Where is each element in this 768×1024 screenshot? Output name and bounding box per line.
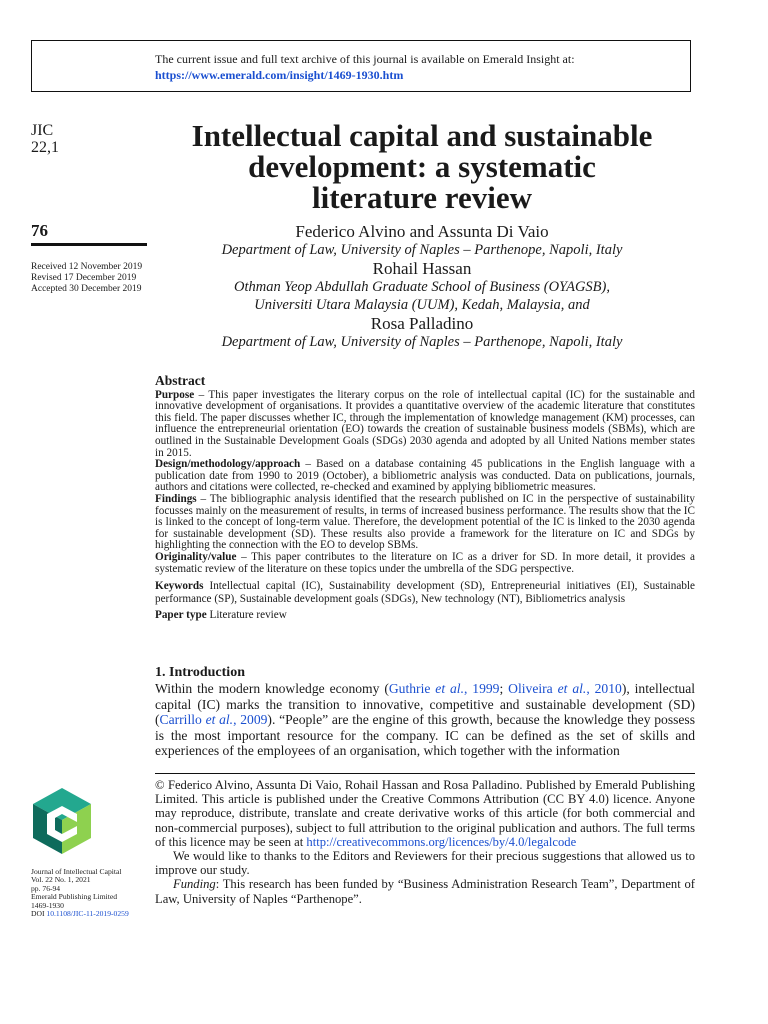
- purpose-label: Purpose: [155, 388, 195, 401]
- license-text: © Federico Alvino, Assunta Di Vaio, Rohail Hassan and Rosa Palladino. Published by Emerald Publishing Limited. This article is published under the Creative Commons Attribution (CC BY 4.0) licence. Anyone may reproduce, distribute, translate and create derivative works of this article (for both commercial and non-commercial purposes), subject to full attribution to the original publication and authors. The full terms of this licence may be seen at: [155, 778, 695, 849]
- citation-year: , 1999: [463, 681, 500, 696]
- body-text: ;: [499, 681, 509, 696]
- author-name: Federico Alvino and Assunta Di Vaio: [295, 222, 549, 241]
- citation-link-oliveira[interactable]: [508, 681, 622, 696]
- author-name: Rohail Hassan: [372, 259, 472, 278]
- introduction-section: [155, 664, 695, 759]
- author-affiliation: Universiti Utara Malaysia (UUM), Kedah, Malaysia, and: [254, 297, 590, 313]
- journal-availability-box: [31, 40, 691, 92]
- funding-text: : This research has been funded by “Business Administration Research Team”, Department of Law, University of Naples “Parthenope”.: [155, 877, 695, 906]
- citation-link-guthrie[interactable]: [389, 681, 500, 696]
- abstract-section: [155, 375, 695, 622]
- journal-publisher: Emerald Publishing Limited: [31, 892, 118, 902]
- journal-issn: 1469-1930: [31, 900, 64, 910]
- citation-link-carrillo[interactable]: [160, 712, 268, 727]
- body-text: Within the modern knowledge economy (: [155, 681, 389, 696]
- citation-etal: et al.: [205, 712, 234, 727]
- citation-etal: et al.: [557, 681, 587, 696]
- intro-paragraph: [155, 681, 695, 759]
- author-name: Rosa Palladino: [370, 314, 474, 333]
- abstract-originality: [155, 552, 695, 575]
- paper-type-text: Literature review: [206, 609, 287, 622]
- margin-rule: [31, 243, 147, 246]
- abstract-design: [155, 459, 695, 494]
- paper-type: [155, 610, 695, 622]
- findings-text: – The bibliographic analysis identified that the research published on IC in the perspective of sustainability focusses mainly on the measurement of results, in terms of increased business performance. The results show that the IC is linked to the concept of long-term value. Therefore, the development potential of the IC is linked to the 2030 agenda for sustainable development (SD). These results also provide a framework for the literature on IC and SDGs by highlighting the connection with the EO to develop SBMs.: [155, 492, 695, 552]
- page-number: 76: [31, 221, 48, 240]
- journal-vol: Vol. 22 No. 1, 2021: [31, 875, 91, 885]
- body-text: ). “People” are the engine of this growth, because the knowledge they possess is the most important resource for the company. IC can be defined as the set of skills and experiences of the employees of an organisation, which together with the information: [155, 712, 696, 758]
- section-heading: 1. Introduction: [155, 665, 245, 680]
- citation-year: , 2009: [233, 712, 268, 727]
- design-text: – Based on a database containing 45 publications in the English language with a publication date from 1990 to 2019 (October), a bibliometric analysis was conducted. Data on publications, journals, authors and citations were collected, re-checked and examined by applying bibliometric measures.: [155, 458, 695, 494]
- acknowledgement: We would like to thanks to the Editors and Reviewers for their precious suggestions that allowed us to improve our study.: [155, 849, 695, 878]
- author-block: [150, 222, 694, 351]
- design-label: Design/methodology/approach: [155, 458, 301, 471]
- funding-note: [155, 877, 695, 905]
- author-affiliation: Department of Law, University of Naples – Parthenope, Napoli, Italy: [221, 242, 623, 258]
- journal-url-link[interactable]: https://www.emerald.com/insight/1469-1930.htm: [155, 68, 404, 82]
- journal-info: [31, 868, 129, 918]
- history-dates: [31, 262, 142, 295]
- purpose-text: – This paper investigates the literary corpus on the role of intellectual capital (IC) for the sustainable and innovative development of organisations. It provides a quantitative overview of the academic literature that constitutes this field. The paper discusses whether IC, through the implementation of knowledge management (KM) processes, can influence the entrepreneurial orientation (EO) towards the creation of sustainable business models (SBMs), which are outlined in the Sustainable Development Goals (SDGs) 2030 agenda and adopted by all United Nations member states in 2015.: [155, 388, 695, 459]
- journal-volume: [31, 122, 59, 156]
- funding-label: Funding: [173, 877, 216, 892]
- footnote-rule: [155, 773, 695, 774]
- journal-abbrev: JIC: [31, 122, 54, 139]
- citation-author: Carrillo: [159, 712, 206, 727]
- footnote-section: [155, 778, 695, 906]
- emerald-open-access-logo: [31, 786, 93, 856]
- volume-issue: 22,1: [31, 139, 59, 156]
- findings-label: Findings: [155, 492, 197, 505]
- body-text: ), intellectual capital (IC) marks the transition to innovative, competitive and sustainable development (SD) (: [155, 681, 696, 727]
- citation-author: Guthrie: [388, 681, 436, 696]
- title-line: development: a systematic: [248, 149, 596, 184]
- revised-date: Revised 17 December 2019: [31, 273, 137, 283]
- citation-etal: et al.: [435, 681, 464, 696]
- title-line: literature review: [311, 180, 533, 215]
- doi-label: DOI: [31, 909, 47, 919]
- article-title: [150, 120, 694, 213]
- received-date: Received 12 November 2019: [31, 262, 143, 272]
- journal-doi: [31, 910, 129, 918]
- keywords-label: Keywords: [155, 580, 204, 593]
- keywords: [155, 580, 695, 606]
- journal-name: Journal of Intellectual Capital: [31, 867, 122, 876]
- title-line: Intellectual capital and sustainable: [191, 118, 653, 153]
- abstract-purpose: [155, 390, 695, 460]
- author-affiliation: Othman Yeop Abdullah Graduate School of Business (OYAGSB),: [234, 279, 610, 295]
- originality-text: – This paper contributes to the literature on IC as a driver for SD. In more detail, it provides a systematic review of the literature on these topics under the umbrella of the SDG perspective.: [155, 550, 695, 575]
- availability-text: The current issue and full text archive of this journal is available on Emerald Insight at:: [155, 52, 575, 66]
- author-affiliation: Department of Law, University of Naples – Parthenope, Napoli, Italy: [221, 334, 623, 350]
- journal-pages: pp. 76-94: [31, 883, 61, 893]
- license-notice: [155, 778, 695, 849]
- license-url-link[interactable]: http://creativecommons.org/licences/by/4.0/legalcode: [306, 834, 577, 849]
- citation-year: , 2010: [586, 681, 622, 696]
- doi-link[interactable]: 10.1108/JIC-11-2019-0259: [46, 909, 129, 919]
- paper-type-label: Paper type: [155, 609, 207, 622]
- citation-author: Oliveira: [508, 681, 558, 696]
- abstract-findings: [155, 494, 695, 552]
- accepted-date: Accepted 30 December 2019: [31, 284, 142, 294]
- abstract-heading: Abstract: [155, 373, 206, 388]
- originality-label: Originality/value: [155, 550, 237, 563]
- keywords-text: Intellectual capital (IC), Sustainability development (SD), Entrepreneurial initiatives (EI), Sustainable performance (SP), Sustainable development goals (SDGs), New technology (NT), Bibliometrics analysis: [155, 580, 695, 606]
